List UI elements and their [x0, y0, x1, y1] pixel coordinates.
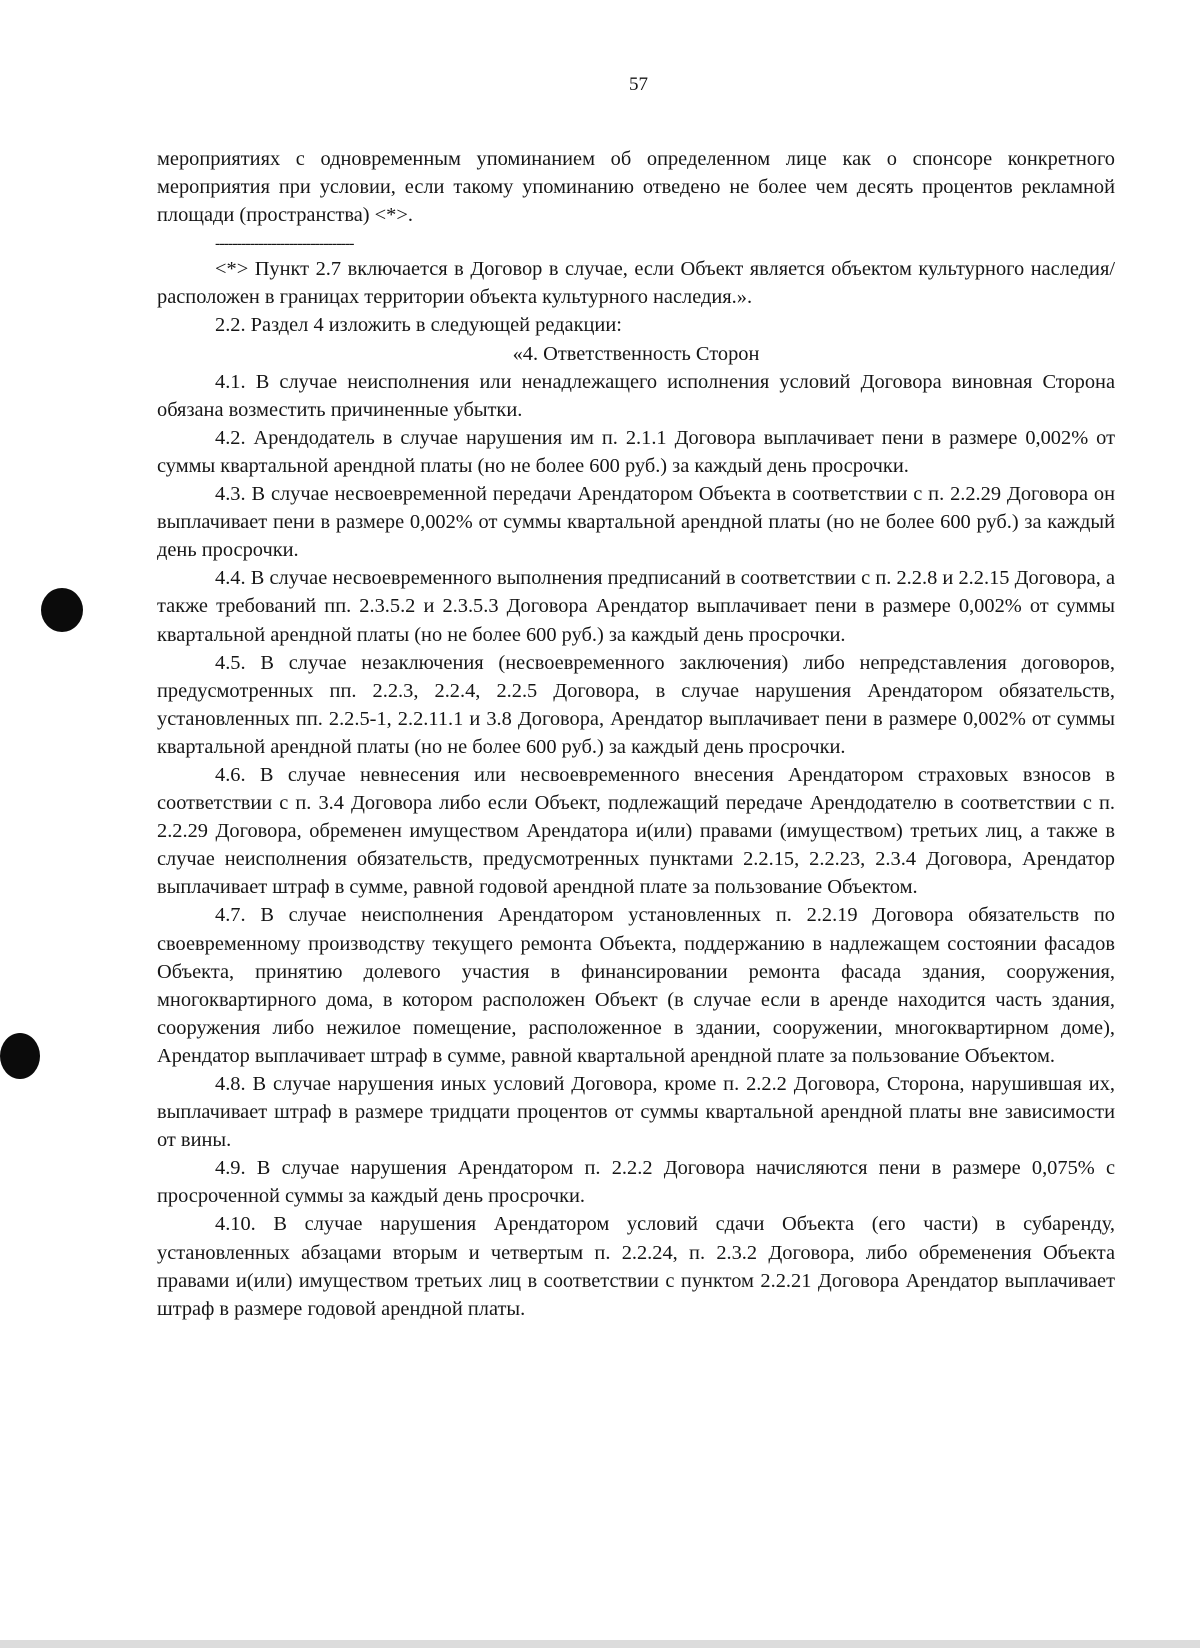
- punch-hole-top: [41, 588, 83, 632]
- paragraph-4-2: 4.2. Арендодатель в случае нарушения им п. 2.1.1 Договора выплачивает пени в размере 0,002% от суммы квартальной арендной платы (но не более 600 руб.) за каждый день просрочки.: [157, 426, 1115, 477]
- paragraph-4-1: 4.1. В случае неисполнения или ненадлежащего исполнения условий Договора виновная Сторона обязана возместить причиненные убытки.: [157, 370, 1115, 421]
- paragraph-4-5: 4.5. В случае незаключения (несвоевременного заключения) либо непредставления договоров, предусмотренных пп. 2.2.3, 2.2.4, 2.2.5 Договора, в случае нарушения Арендатором обязательств, установленных пп. 2.2.5-1, 2.2.11.1 и 3.8 Договора, Арендатор выплачивает пени в размере 0,002% от суммы квартальной арендной платы (но не более 600 руб.) за каждый день просрочки.: [157, 651, 1115, 758]
- paragraph-2-2: 2.2. Раздел 4 изложить в следующей редакции:: [215, 314, 622, 337]
- section-heading-4: «4. Ответственность Сторон: [512, 342, 760, 365]
- paragraph-4-7: 4.7. В случае неисполнения Арендатором установленных п. 2.2.19 Договора обязательств по своевременному производству текущего ремонта Объекта, поддержанию в надлежащем состоянии фасадов Объекта, принятию долевого участия в финансировании ремонта фасада здания, сооружения, многоквартирного дома, в котором расположен Объект (в случае если в аренде находится часть здания, сооружения либо нежилое помещение, расположенное в здании, сооружении, многоквартирном доме), Арендатор выплачивает штраф в сумме, равной квартальной арендной плате за пользование Объектом.: [157, 904, 1115, 1067]
- page-number: 57: [629, 74, 648, 95]
- scan-bottom-edge: [0, 1640, 1200, 1648]
- paragraph-4-8: 4.8. В случае нарушения иных условий Договора, кроме п. 2.2.2 Договора, Сторона, нарушившая их, выплачивает штраф в размере тридцати процентов от суммы квартальной арендной платы вне зависимости от вины.: [157, 1073, 1115, 1152]
- footnote: <*> Пункт 2.7 включается в Договор в случае, если Объект является объектом культурного наследия/расположен в границах территории объекта культурного наследия.».: [157, 258, 1115, 309]
- paragraph-4-6: 4.6. В случае невнесения или несвоевременного внесения Арендатором страховых взносов в соответствии с п. 3.4 Договора либо если Объект, подлежащий передаче Арендодателю в соответствии с п. 2.2.29 Договора, обременен имуществом Арендатора и(или) правами (имуществом) третьих лиц, а также в случае неисполнения обязательств, предусмотренных пунктами 2.2.15, 2.2.23, 2.3.4 Договора, Арендатор выплачивает штраф в сумме, равной годовой арендной плате за пользование Объектом.: [157, 763, 1115, 899]
- paragraph-4-10: 4.10. В случае нарушения Арендатором условий сдачи Объекта (его части) в субаренду, установленных абзацами вторым и четвертым п. 2.2.24, п. 2.3.2 Договора, либо обременения Объекта правами и(или) имуществом третьих лиц в соответствии с пунктом 2.2.21 Договора Арендатор выплачивает штраф в размере годовой арендной платы.: [157, 1213, 1115, 1320]
- paragraph-intro: мероприятиях с одновременным упоминанием об определенном лице как о спонсоре конкретного мероприятия при условии, если такому упоминанию отведено не более чем десять процентов рекламной площади (пространства) <*>.: [157, 148, 1115, 227]
- footnote-separator: --------------------------------: [215, 237, 354, 252]
- punch-hole-bottom: [0, 1033, 40, 1079]
- paragraph-4-9: 4.9. В случае нарушения Арендатором п. 2.2.2 Договора начисляются пени в размере 0,075% с просроченной суммы за каждый день просрочки.: [157, 1157, 1115, 1208]
- paragraph-4-3: 4.3. В случае несвоевременной передачи Арендатором Объекта в соответствии с п. 2.2.29 Договора он выплачивает пени в размере 0,002% от суммы квартальной арендной платы (но не более 600 руб.) за каждый день просрочки.: [157, 483, 1115, 562]
- paragraph-4-4: 4.4. В случае несвоевременного выполнения предписаний в соответствии с п. 2.2.8 и 2.2.15 Договора, а также требований пп. 2.3.5.2 и 2.3.5.3 Договора Арендатор выплачивает пени в размере 0,002% от суммы квартальной арендной платы (но не более 600 руб.) за каждый день просрочки.: [157, 567, 1115, 646]
- document-body: [157, 145, 1115, 1323]
